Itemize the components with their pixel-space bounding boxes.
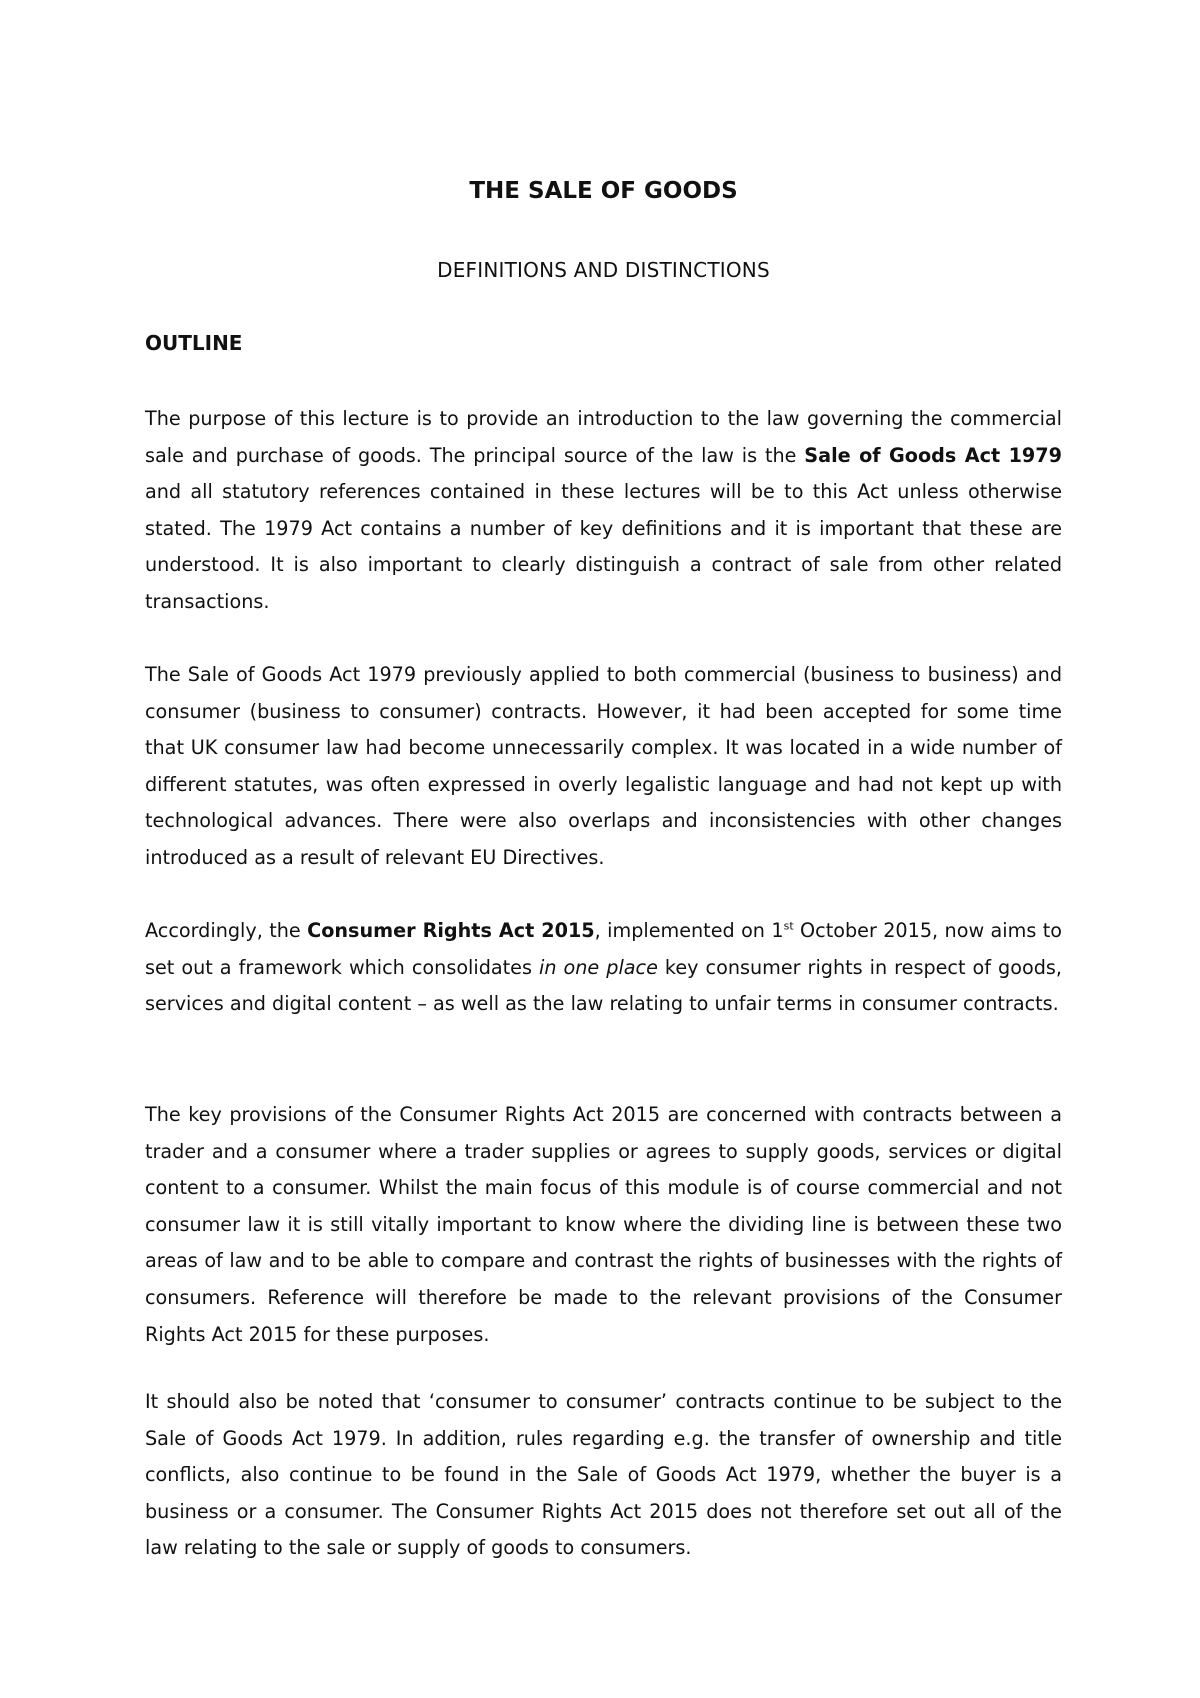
document-title: THE SALE OF GOODS bbox=[469, 178, 738, 204]
paragraph-3 bbox=[145, 913, 1062, 1023]
ordinal-suffix: st bbox=[783, 919, 794, 933]
paragraph-4: The key provisions of the Consumer Rights Act 2015 are concerned with contracts between a trader and a consumer where a trader supplies or agrees to supply goods, services or digital content to a consumer. Whilst the main focus of this module is of course commercial and not consumer law it is still vitally important to know where the dividing line is between these two areas of law and to be able to compare and contrast the rights of businesses with the rights of consumers. Reference will therefore be made to the relevant provisions of the Consumer Rights Act 2015 for these purposes. bbox=[145, 1103, 1062, 1346]
document-subtitle: DEFINITIONS AND DISTINCTIONS bbox=[437, 258, 770, 282]
paragraph-1-text-a: The purpose of this lecture is to provide an introduction to the law governing the commercial sale and purchase of goods. The principal source of the law is the bbox=[145, 407, 1062, 467]
paragraph-5: It should also be noted that ‘consumer to consumer’ contracts continue to be subject to the Sale of Goods Act 1979. In addition, rules regarding e.g. the transfer of ownership and title conflicts, also continue to be found in the Sale of Goods Act 1979, whether the buyer is a business or a consumer. The Consumer Rights Act 2015 does not therefore set out all of the law relating to the sale or supply of goods to consumers. bbox=[145, 1390, 1062, 1560]
paragraph-1-text-c: and all statutory references contained in these lectures will be to this Act unless otherwise stated. The 1979 Act contains a number of key definitions and it is important that these are understood. It is also important to clearly distinguish a contract of sale from other related transactions. bbox=[145, 480, 1062, 613]
paragraph-3-text-a: Accordingly, the bbox=[145, 919, 308, 942]
paragraph-3-text-f: key consumer rights in respect of goods, services and digital content – as well as the law relating to unfair terms in consumer contracts. bbox=[145, 955, 1062, 1016]
section-heading-outline: OUTLINE bbox=[145, 331, 243, 355]
consumer-rights-act-reference: Consumer Rights Act 2015 bbox=[307, 919, 595, 942]
emphasis-in-one-place: in one place bbox=[539, 955, 658, 979]
paragraph-1 bbox=[145, 401, 1062, 621]
paragraph-3-text-c: , implemented on 1 bbox=[594, 919, 784, 942]
paragraph-2: The Sale of Goods Act 1979 previously applied to both commercial (business to business) and consumer (business to consumer) contracts. However, it had been accepted for some time that UK consumer law had become unnecessarily complex. It was located in a wide number of different statutes, was often expressed in overly legalistic language and had not kept up with technological advances. There were also overlaps and inconsistencies with other changes introduced as a result of relevant EU Directives. bbox=[145, 663, 1062, 869]
paragraph-3-text-d: October 2015, now aims to set out a framework which consolidates bbox=[145, 919, 1062, 979]
sale-of-goods-act-reference: Sale of Goods Act 1979 bbox=[804, 443, 1062, 467]
